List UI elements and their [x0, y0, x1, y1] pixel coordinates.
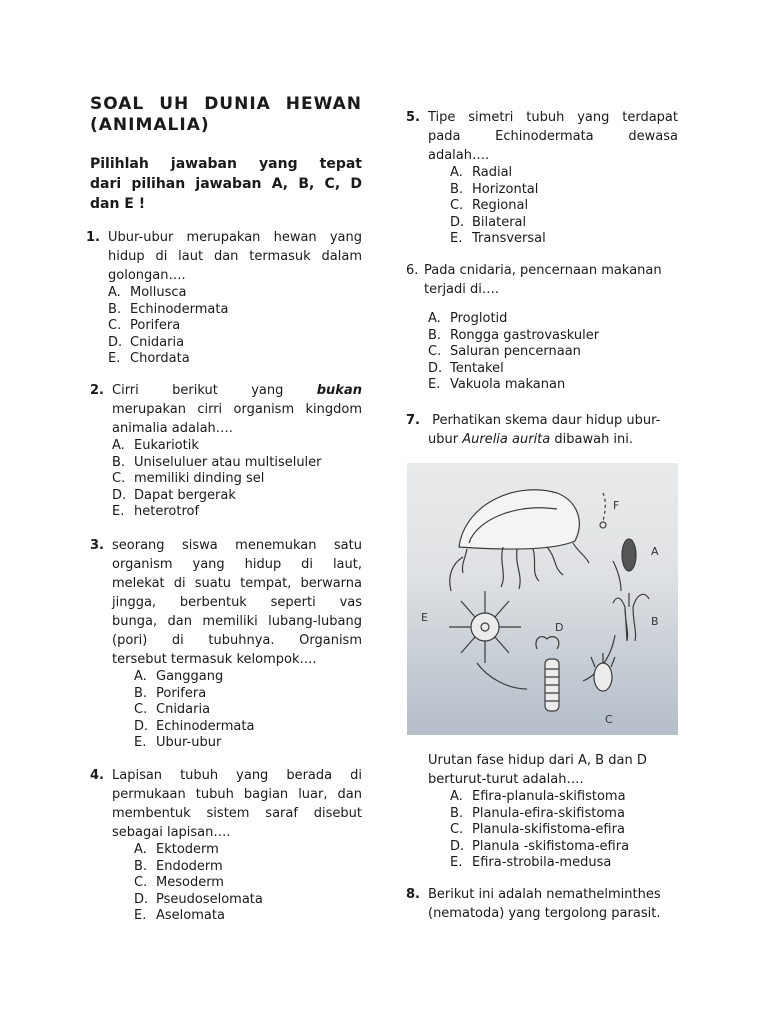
medusa-bell [459, 490, 579, 549]
option-text: Pseudoselomata [156, 891, 263, 907]
option-b[interactable] [428, 328, 678, 345]
option-letter: C. [428, 344, 442, 360]
question-number: 4. [90, 768, 104, 783]
option-letter: C. [112, 471, 126, 487]
option-text: Bilateral [472, 214, 527, 230]
option-text: heterotrof [134, 504, 200, 520]
label-b: B [651, 615, 659, 628]
question-text [112, 766, 362, 925]
option-e[interactable] [134, 735, 362, 752]
option-letter: D. [428, 360, 443, 376]
option-text: Aselomata [156, 908, 225, 924]
polyp-b-body [625, 607, 628, 641]
medusa-oral-arms [501, 547, 563, 589]
option-letter: B. [108, 301, 122, 317]
option-a[interactable] [112, 438, 362, 455]
question-text [428, 885, 678, 923]
arrow-c [477, 663, 527, 689]
option-text: Tentakel [450, 360, 504, 376]
question-number: 3. [90, 538, 104, 553]
question-8 [406, 885, 678, 923]
scyphistoma-c [594, 663, 612, 691]
question-line: golongan…. [108, 268, 186, 283]
option-letter: B. [134, 858, 148, 874]
question-line: organism yang hidup di laut, [112, 557, 362, 572]
polyp-b [613, 593, 649, 641]
option-letter: D. [108, 334, 123, 350]
question-4 [90, 766, 362, 925]
label-d: D [555, 621, 564, 634]
answer-options [112, 438, 362, 521]
question-number: 8. [406, 887, 420, 902]
option-text: Ektoderm [156, 842, 219, 857]
question-line: Berikut ini adalah nemathelminthes [428, 887, 661, 902]
question-6 [406, 261, 678, 394]
option-text: Planula-skifistoma-efira [472, 822, 625, 838]
option-b[interactable] [134, 686, 362, 703]
question-text [428, 108, 678, 248]
option-text: Transversal [472, 231, 546, 247]
option-c[interactable] [112, 471, 362, 488]
question-7 [406, 411, 678, 449]
option-letter: B. [112, 454, 126, 470]
option-text: Horizontal [472, 181, 539, 197]
question-line: terjadi di…. [424, 282, 500, 297]
option-letter: D. [450, 838, 465, 854]
question-line: seorang siswa menemukan satu [112, 538, 362, 553]
option-letter: E. [108, 351, 121, 367]
option-letter: A. [134, 669, 147, 684]
option-a[interactable] [134, 842, 362, 859]
question-line-text: dibawah ini. [550, 432, 634, 447]
question-line: Urutan fase hidup dari A, B dan D [428, 753, 647, 768]
question-line: berturut-turut adalah…. [428, 772, 584, 787]
option-a[interactable] [450, 165, 678, 182]
question-2 [90, 381, 362, 521]
option-e[interactable] [134, 908, 362, 925]
option-letter: A. [450, 789, 463, 804]
egg-f [600, 522, 606, 528]
option-c[interactable] [450, 198, 678, 215]
question-number: 2. [90, 383, 104, 398]
option-text: Rongga gastrovaskuler [450, 327, 600, 343]
option-letter: C. [134, 875, 148, 891]
option-letter: B. [428, 327, 442, 343]
question-number: 7. [406, 413, 420, 428]
option-text: Regional [472, 198, 529, 214]
instruction-line: dan E ! [90, 196, 146, 212]
option-text: Vakuola makanan [450, 377, 566, 393]
answer-options [450, 165, 678, 248]
title-line-2: (ANIMALIA) [90, 115, 210, 135]
ephyra-e-body [471, 613, 499, 641]
option-b[interactable] [134, 859, 362, 876]
question-line-text: Cirri berikut yang [112, 383, 284, 398]
question-number: 5. [406, 110, 420, 125]
arrow-e [450, 557, 463, 591]
ephyra-forming-d [536, 637, 559, 649]
answer-options [134, 669, 362, 752]
question-line: animalia adalah…. [112, 421, 233, 436]
question-line: Perhatikan skema daur hidup ubur- [428, 413, 661, 428]
question-text [112, 381, 362, 521]
option-text: memiliki dinding sel [134, 471, 265, 487]
option-b[interactable] [112, 455, 362, 472]
life-cycle-diagram [407, 463, 678, 735]
option-text: Uniseluluer atau multiseluler [134, 454, 322, 470]
option-letter: A. [450, 165, 463, 180]
option-text: Endoderm [156, 858, 223, 874]
option-e[interactable] [108, 351, 362, 368]
option-letter: A. [112, 438, 125, 453]
option-text: Saluran pencernaan [450, 344, 581, 360]
answer-options [428, 311, 678, 394]
option-b[interactable] [450, 806, 678, 823]
question-line-text: ubur [428, 432, 463, 447]
option-d[interactable] [112, 488, 362, 505]
question-line [428, 430, 678, 449]
label-f: F [613, 499, 620, 512]
question-1 [86, 228, 362, 368]
option-d[interactable] [134, 719, 362, 736]
option-letter: D. [450, 214, 465, 230]
question-line: merupakan cirri organism kingdom [112, 402, 362, 417]
arrow-f [603, 493, 605, 521]
option-letter: E. [428, 377, 441, 393]
option-text: Mesoderm [156, 875, 224, 891]
option-text: Cnidaria [156, 702, 211, 718]
option-letter: B. [450, 805, 464, 821]
option-letter: D. [134, 891, 149, 907]
option-letter: C. [134, 702, 148, 718]
question-text [112, 536, 362, 752]
question-line: Tipe simetri tubuh yang terdapat [428, 110, 678, 125]
answer-options [450, 789, 678, 872]
question-line: jingga, berbentuk seperti vas [112, 595, 362, 610]
option-letter: B. [450, 181, 464, 197]
option-letter: D. [112, 487, 127, 503]
option-text: Ganggang [156, 669, 224, 684]
instruction-line: Pilihlah jawaban yang tepat [90, 156, 362, 172]
option-text: Porifera [130, 318, 181, 334]
option-text: Porifera [156, 685, 207, 701]
option-letter: E. [450, 231, 463, 247]
option-text: Chordata [130, 351, 190, 367]
option-text: Ubur-ubur [156, 735, 222, 751]
question-line: melekat di suatu tempat, berwarna [112, 576, 362, 591]
question-5 [406, 108, 678, 248]
option-letter: C. [108, 318, 122, 334]
option-a[interactable] [108, 285, 362, 302]
document-title [90, 94, 362, 136]
option-b[interactable] [108, 302, 362, 319]
option-text: Planula -skifistoma-efira [472, 838, 630, 854]
question-line: bunga, dan memiliki lubang-lubang [112, 614, 362, 629]
option-text: Eukariotik [134, 438, 199, 453]
option-text: Proglotid [450, 311, 508, 326]
option-text: Cnidaria [130, 334, 185, 350]
option-letter: C. [450, 822, 464, 838]
answer-options [108, 285, 362, 368]
option-letter: A. [134, 842, 147, 857]
question-line: hidup di laut dan termasuk dalam [108, 249, 362, 264]
option-c[interactable] [134, 875, 362, 892]
option-text: Efira-planula-skifistoma [472, 789, 626, 804]
option-e[interactable] [112, 504, 362, 521]
option-e[interactable] [428, 377, 678, 394]
question-line: tersebut termasuk kelompok…. [112, 652, 317, 667]
option-d[interactable] [450, 839, 678, 856]
option-d[interactable] [108, 335, 362, 352]
planula-a [622, 539, 636, 571]
option-text: Radial [472, 165, 513, 180]
question-line: Lapisan tubuh yang berada di [112, 768, 362, 783]
option-letter: C. [450, 198, 464, 214]
question-number: 1. [86, 230, 100, 245]
option-text: Echinodermata [130, 301, 229, 317]
option-d[interactable] [450, 215, 678, 232]
option-letter: E. [134, 908, 147, 924]
option-letter: A. [108, 285, 121, 300]
option-text: Planula-efira-skifistoma [472, 805, 625, 821]
option-text: Efira-strobila-medusa [472, 855, 612, 871]
option-c[interactable] [450, 822, 678, 839]
question-line: (nematoda) yang tergolong parasit. [428, 906, 661, 921]
option-text: Mollusca [130, 285, 187, 300]
option-e[interactable] [450, 231, 678, 248]
option-text: Echinodermata [156, 718, 255, 734]
label-e: E [421, 611, 428, 624]
option-d[interactable] [134, 892, 362, 909]
option-a[interactable] [134, 669, 362, 686]
question-line: permukaan tubuh bagian luar, dan [112, 787, 362, 802]
option-a[interactable] [450, 789, 678, 806]
option-c[interactable] [428, 344, 678, 361]
option-e[interactable] [450, 855, 678, 872]
question-line: adalah…. [428, 148, 490, 163]
label-a: A [651, 545, 659, 558]
question-line: sebagai lapisan…. [112, 825, 231, 840]
option-a[interactable] [428, 311, 678, 328]
emphasis-bukan: bukan [316, 383, 362, 398]
question-line: membentuk sistem saraf disebut [112, 806, 362, 821]
option-letter: E. [112, 504, 125, 520]
question-text [428, 411, 678, 449]
option-text: Dapat bergerak [134, 487, 236, 503]
option-letter: D. [134, 718, 149, 734]
option-d[interactable] [428, 361, 678, 378]
question-line: Ubur-ubur merupakan hewan yang [108, 230, 362, 245]
option-c[interactable] [108, 318, 362, 335]
question-line: Pada cnidaria, pencernaan makanan [424, 263, 662, 278]
option-letter: E. [450, 855, 463, 871]
question-line: (pori) di tubuhnya. Organism [112, 633, 362, 648]
option-b[interactable] [450, 182, 678, 199]
life-cycle-illustration [407, 463, 678, 735]
label-c: C [605, 713, 613, 726]
answer-options [134, 842, 362, 925]
option-letter: E. [134, 735, 147, 751]
title-line-1: SOAL UH DUNIA HEWAN [90, 94, 362, 114]
question-3 [90, 536, 362, 752]
question-number: 6. [406, 263, 419, 278]
instruction [90, 154, 362, 214]
species-name: Aurelia aurita [462, 432, 551, 447]
question-line: pada Echinodermata dewasa [428, 129, 678, 144]
instruction-line: dari pilihan jawaban A, B, C, D [90, 176, 362, 192]
question-text [108, 228, 362, 368]
question-line [112, 381, 362, 400]
option-letter: A. [428, 311, 441, 326]
question-text [424, 261, 678, 394]
option-c[interactable] [134, 702, 362, 719]
option-letter: B. [134, 685, 148, 701]
arrow-a [613, 561, 621, 591]
question-7-continued [428, 751, 678, 872]
